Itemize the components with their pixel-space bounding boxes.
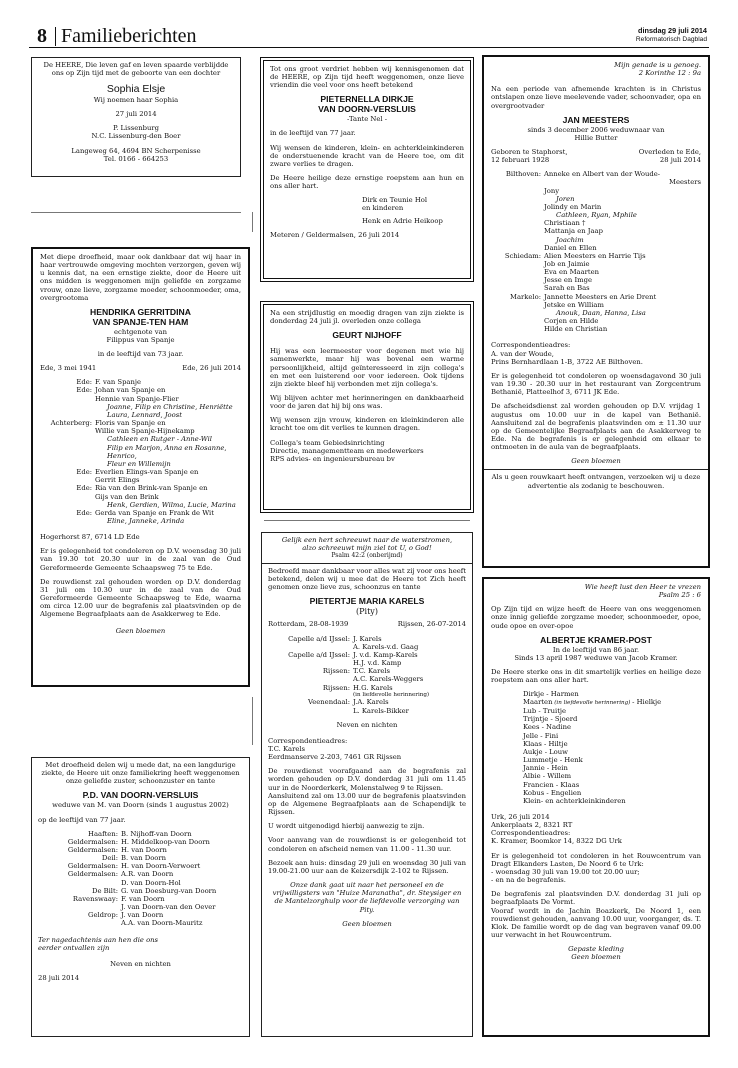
family-place [40, 460, 92, 468]
family-place [40, 444, 92, 460]
family-member: Hilde en Christian [544, 325, 608, 334]
correspondence-name: A. van der Woude, [491, 349, 554, 358]
bible-verse: Wie heeft lust den Heer te vrezen [584, 583, 701, 591]
family-place: Geldermalsen: [67, 862, 118, 871]
family-member: Filip en Marjon, Anna en Rosanne, Henrico, [107, 443, 227, 460]
birth-named: Wij noemen haar Sophia [93, 95, 179, 104]
family-member: Jannette Meesters en Arie Drent [544, 292, 657, 301]
family-list [491, 170, 701, 333]
birth-parent: P. Lissenburg [113, 124, 159, 133]
nickname: (Pity) [356, 606, 378, 616]
family-member: Jolindy en Marin [544, 202, 602, 211]
deceased-name: HENDRIKA GERRITDINA [90, 306, 191, 317]
family-member: (in liefdevolle herinnering) [353, 691, 430, 698]
family-list [38, 830, 243, 928]
birth-parent: N.C. Lissenburg-den Boer [91, 132, 181, 141]
widow-text: weduwe van M. van Doorn (sinds 1 augustus 2002) [52, 801, 229, 810]
family-member: Ria van den Brink-van Spanje en [95, 484, 208, 493]
family-place [272, 707, 350, 715]
family-place [40, 517, 92, 525]
birth-label: Geboren te Staphorst, [491, 147, 568, 156]
family-member: H. van Doorn-Verwoert [121, 862, 201, 871]
family-member: D. van Doorn-Hol [121, 878, 181, 887]
family-place [491, 236, 541, 244]
correspondence-label: Correspondentieadres: [268, 736, 348, 745]
family-place [40, 476, 92, 484]
birth-phone: Tel. 0166 - 664253 [103, 154, 169, 163]
correspondence-label: Correspondentieadres: [491, 829, 571, 838]
family-member: Jelle - Fini [523, 731, 559, 740]
family-member: L. Karels-Bikker [353, 706, 409, 715]
family-place: Geldermalsen: [67, 870, 118, 879]
body-text: Wij wensen de kinderen, klein- en achterkleinkinderen de onderstuenende kracht van de Heere toe, om dit zware verlies te dragen. [270, 143, 464, 168]
family-member: Jesse en Imge [544, 276, 592, 285]
family-place: Ede: [76, 508, 92, 517]
family-member: A.C. Karels-Weggers [353, 675, 424, 684]
flowers-note: Geen bloemen [342, 919, 392, 928]
family-place [272, 692, 350, 699]
body-text: Vooraf wordt in de Jachin Boazkerk, De Noord 1, een rouwdienst gehouden, aanvang 10.00 uur, voorganger, ds. T. Klok. De familie wordt op de dag van begraven vanaf 09.00 uur verwacht in het Rouwcentrum. [491, 906, 701, 940]
body-text: De Heere sterke ons in dit smartelijk verlies en heilige deze roepstem aan ons aller hart. [491, 667, 701, 685]
spouse-name: Filippus van Spanje [106, 335, 175, 344]
death-date: Ede, 26 juli 2014 [182, 364, 241, 373]
family-place: Ede: [76, 484, 92, 493]
spouse-label: echtgenote van [114, 327, 167, 336]
family-member: Anouk, Daan, Hanna, Lisa [556, 308, 646, 317]
family-member: Trijntje - Sjoerd [523, 715, 578, 724]
card-note: Als u geen rouwkaart heeft ontvangen, verzoeken wij u deze advertentie als zodanig te beschouwen. [491, 473, 701, 490]
bible-verse: Mijn genade is u genoeg. [614, 61, 701, 69]
family-place: Veenendaal: [307, 698, 350, 707]
body-text: Er is gelegenheid tot condoleren op woensdagavond 30 juli van 19.30 - 20.30 uur in het restaurant van Zorgcentrum Bethanië, Platteelhof 3, 6711 JK Ede. [491, 371, 701, 397]
bible-verse: Gelijk een hert schreeuwt naar de waterstromen, [281, 536, 453, 544]
signature: RPS advies- en ingenieursbureau bv [270, 454, 395, 463]
family-place [491, 244, 541, 252]
deceased-name: PIETERNELLA DIRKJE [320, 94, 414, 105]
family-member: Dirkje - Harmen [523, 690, 579, 699]
family-place: Capelle a/d IJssel: [288, 634, 350, 643]
place-date: Meteren / Geldermalsen, 26 juli 2014 [270, 230, 400, 239]
family-member: B. Nijhoff-van Doorn [121, 829, 192, 838]
publication-name: Reformatorisch Dagblad [635, 36, 707, 43]
death-date: 28 juli 2014 [659, 156, 701, 165]
age-text: in de leeftijd van 73 jaar. [97, 350, 184, 358]
family-place: Ede: [76, 386, 92, 395]
birth-name: Sophia Elsje [106, 83, 166, 96]
thanks-note: Onze dank gaat uit naar het personeel en de vrijwilligsters van "Huize Maranatha", dr. Steysiger en de Mantelzorghulp voor de liefdevolle verzorging van Pity. [272, 881, 462, 914]
family-member: Joachim [556, 235, 584, 244]
family-member: J.A. Karels [353, 698, 389, 707]
divider [252, 212, 253, 232]
family-place [272, 659, 350, 667]
family-member: J. Karels [353, 634, 382, 643]
body-text: Bezoek aan huis: dinsdag 29 juli en woensdag 30 juli van 19.00-21.00 uur aan de Keizersdijk 2-102 te Rijssen. [268, 858, 466, 875]
family-place: Rijssen: [322, 667, 350, 676]
birth-date: 12 februari 1928 [491, 156, 550, 165]
family-place: Bilthoven: [505, 170, 541, 179]
family-member: Francien - Klaas [523, 780, 580, 789]
signature: Directie, managementteam en medewerkers [270, 446, 424, 455]
widower-text: Hillie Butter [574, 133, 618, 142]
family-member: Henk, Gerdien, Wilma, Lucie, Marina [107, 500, 236, 509]
flowers-note: Geen bloemen [571, 953, 621, 962]
family-member: Meesters [669, 178, 701, 187]
nephews-signature: Neven en nichten [336, 720, 398, 729]
family-member: Maarten (in liefdevolle herinnering) - Hielkje [523, 698, 662, 707]
family-member: Eline, Janneke, Arinda [107, 516, 185, 525]
deceased-name: GEURT NIJHOFF [332, 330, 402, 341]
correspondence-name: T.C. Karels [268, 745, 306, 754]
remembrance-note: Ter nagedachtenis aan hen die ons eerder ontvallen zijn [38, 935, 159, 952]
obituary-intro: Bedroefd maar dankbaar voor alles wat zij voor ons heeft betekend, delen wij u mee dat de Heere tot Zich heeft genomen onze lieve zus, schoonzus en tante [268, 566, 466, 591]
family-place [491, 309, 541, 317]
family-place: Ede: [76, 378, 92, 387]
header-divider [55, 27, 56, 46]
body-text: - woensdag 30 juli van 19.00 tot 20.00 uur; [491, 867, 640, 876]
family-place [491, 195, 541, 203]
bible-verse: alzo schreeuwt mijn ziel tot U, o God! [302, 544, 432, 553]
body-text: Hij was een leermeester voor degenen met wie hij samenwerkte, maar hij was bovenal een warme persoonlijkheid, altijd geïnteresseerd in zijn collega's en met een luisterend oor voor iedereen. Ook tijdens zijn ziekte bleef hij verbonden met zijn collega's. [270, 347, 464, 388]
family-place [491, 260, 541, 268]
family-place [491, 219, 541, 227]
family-place [491, 187, 541, 195]
family-place: Geldermalsen: [67, 845, 118, 854]
family-member: Aukje - Louw [523, 747, 568, 756]
body-text: Aansluitend zal om 13.00 uur de begrafenis plaatsvinden op de Algemene Begraafplaats aan de Schapendijk te Rijssen. [268, 791, 466, 817]
birth-intro: De HEERE, Die leven gaf en leven spaarde verblijdde ons op Zijn tijd met de geboorte van een dochter [43, 61, 229, 78]
family-member: Eva en Maarten [544, 268, 600, 277]
widow-text: Sinds 13 april 1987 weduwe van Jacob Kramer. [514, 653, 678, 662]
divider [252, 697, 253, 745]
body-text: De begrafenis zal plaatsvinden D.V. donderdag 31 juli op begraafplaats De Vormt. [491, 890, 701, 907]
family-member: H. Middelkoop-van Doorn [121, 837, 210, 846]
family-member: Christiaan † [544, 219, 586, 228]
family-member: J. van Doorn [121, 911, 164, 920]
body-text: De afscheidsdienst zal worden gehouden op D.V. vrijdag 1 augustus om 10.00 uur in de kapel van Bethanië. Aansluitend zal de begrafenis plaatsvinden om ± 11.30 uur op de Gemeentelijke Begraafplaats aan de Asakkerweg te Ede. Na de begrafenis is er gelegenheid om elkaar te ontmoeten in de aula van de begraafplaats. [491, 402, 701, 452]
family-member: Kees - Nadine [523, 723, 571, 732]
family-place [40, 427, 92, 435]
family-member: Lummetje - Henk [523, 756, 583, 765]
dates-row [491, 148, 701, 156]
family-member: Gijs van den Brink [95, 492, 159, 501]
age-text: In de leeftijd van 86 jaar. [552, 645, 640, 654]
family-member: A.R. van Doorn [121, 870, 174, 879]
deceased-name: P.D. VAN DOORN-VERSLUIS [82, 790, 199, 801]
birth-date: Ede, 3 mei 1941 [40, 364, 97, 373]
family-member: Alien Meesters en Harrie Tijs [544, 251, 646, 260]
family-place: Ede: [76, 468, 92, 477]
family-place [40, 403, 92, 411]
family-member: H.J. v.d. Kamp [353, 659, 402, 668]
birth-address: Langeweg 64, 4694 BN Scherpenisse [71, 146, 201, 155]
family-member: Job en Jaimie [544, 260, 590, 268]
family-member: Fleur en Willemijn [107, 459, 171, 468]
family-member: Lub - Truitje [523, 707, 567, 716]
verse-reference: 2 Korinthe 12 : 9a [638, 69, 701, 78]
family-place [491, 325, 541, 333]
age-text: in de leeftijd van 77 jaar. [270, 129, 356, 138]
family-member: H.G. Karels [353, 683, 393, 692]
body-text: Wij blijven achter met herinneringen en dankbaarheid voor de jaren dat hij bij ons was. [270, 393, 464, 411]
family-place [491, 268, 541, 276]
family-place [38, 903, 118, 911]
obituary-albertje [482, 577, 710, 1037]
place-date: Urk, 26 juli 2014 [491, 813, 550, 822]
family-member: Daniel en Ellen [544, 243, 597, 252]
correspondence-address: Prins Bernhardlaan 1-B, 3722 AE Bilthoven. [491, 357, 643, 366]
family-member: F. van Doorn [121, 894, 165, 903]
flowers-note: Geen bloemen [571, 457, 621, 466]
family-place: Markelo: [510, 292, 541, 301]
family-member: Cathleen, Ryan, Mphile [556, 211, 637, 220]
family-member: Anneke en Albert van der Woude- [544, 170, 661, 179]
family-place: Haaften: [88, 829, 118, 838]
family-member: Jony [544, 186, 560, 195]
family-place: Geldermalsen: [67, 837, 118, 846]
family-member: Klaas - Hiltje [523, 739, 568, 748]
body-text: De rouwdienst voorafgaand aan de begrafenis zal worden gehouden op D.V. donderdag 31 juli om 11.45 uur in de Noorderkerk, Molenstalweg 9 te Rijssen. [268, 767, 466, 792]
family-member: Sarah en Bas [544, 284, 590, 293]
family-member: Willie van Spanje-Hijnekamp [95, 427, 195, 436]
family-member: A.A. van Doorn-Mauritz [121, 919, 203, 928]
family-place [491, 317, 541, 325]
flowers-note: Geen bloemen [115, 626, 166, 635]
body-text: Wij wensen zijn vrouw, kinderen en kleinkinderen alle kracht toe om dit verlies te kunnen dragen. [270, 416, 464, 433]
family-member: Kobus - Engelien [523, 788, 582, 797]
family-place [40, 501, 92, 509]
family-member: Corjen en Hilde [544, 317, 599, 326]
family-place [491, 227, 541, 235]
obituary-geurt [260, 301, 474, 513]
nickname: -Tante Nel - [346, 115, 387, 124]
family-place: Capelle a/d IJssel: [288, 650, 350, 659]
family-member: J. v.d. Kamp-Karels [353, 650, 418, 659]
obituary-pietertje [261, 532, 473, 1037]
family-member: Jannie - Hein [523, 764, 568, 773]
dates-row [268, 620, 466, 628]
obituary-intro: Met droefheid delen wij u mede dat, na een langdurige ziekte, de Heere uit onze familiekring heeft weggenomen onze geliefde zuster, schoonzuster en tante [41, 761, 240, 786]
body-text: - en na de begrafenis. [491, 876, 566, 885]
verse-reference: Psalm 25 : 6 [658, 591, 701, 600]
family-member: Joren [556, 194, 575, 203]
family-member: B. van Doorn [121, 854, 167, 863]
family-member: T.C. Karels [353, 667, 391, 676]
family-member: Floris van Spanje en [95, 419, 166, 428]
family-member: Albie - Willem [523, 772, 572, 781]
family-list [40, 378, 241, 525]
body-text: U wordt uitgenodigd hierbij aanwezig te zijn. [268, 822, 425, 831]
family-member: A. Karels-v.d. Gaag [353, 642, 419, 651]
family-place [40, 411, 92, 419]
deceased-name: PIETERTJE MARIA KARELS [309, 595, 425, 606]
family-place [272, 675, 350, 683]
signature: Dirk en Teunie Hol [362, 196, 428, 205]
obituary-intro: Met diepe droefheid, maar ook dankbaar dat wij haar in haar vertrouwde omgeving mochten verzorgen, geven wij u kennis dat, na een ernstige ziekte, door de Heere uit ons midden is weggenomen mijn geliefde en zorgzame vrouw, onze lieve, zorgzame moeder, schoonmoeder, oma, overgrootoma [40, 253, 241, 302]
family-place [491, 301, 541, 309]
section-title: Familieberichten [61, 25, 197, 47]
family-member: Gerda van Spanje en Frank de Wit [95, 508, 214, 517]
condolence-text: Er is gelegenheid tot condoleren op D.V. woensdag 30 juli van 19.30 tot 20.30 uur in de zaal van de Oud Gereformeerde Gemeente Schaapsweg 75 te Ede. [40, 547, 241, 572]
signature: Collega's team Gebiedsinrichting [270, 438, 385, 447]
deceased-name: VAN SPANJE-TEN HAM [92, 316, 189, 327]
family-member: Jetske en William [544, 300, 604, 309]
birth-date: Rotterdam, 28-08-1939 [268, 620, 349, 629]
family-place [40, 395, 92, 403]
family-place [40, 435, 92, 443]
family-member: G. van Doesburg-van Doorn [121, 886, 217, 895]
family-member: F. van Spanje [95, 378, 141, 387]
divider [484, 469, 708, 470]
family-member: Gerrit Elings [95, 476, 140, 485]
nephews-signature: Neven en nichten [110, 959, 171, 968]
verse-reference: Psalm 42:2 (onberijmd) [331, 552, 403, 560]
family-place [491, 211, 541, 219]
page-number: 8 [37, 25, 47, 47]
family-place [40, 493, 92, 501]
dates-row [40, 364, 241, 372]
obituary-intro: Tot ons groot verdriet hebben wij kennisgenomen dat de HEERE, op Zijn tijd heeft weggenomen, onze lieve vriendin die veel voor ons heeft betekend [270, 65, 464, 90]
death-label: Overleden te Ede, [638, 147, 701, 156]
family-member: Hennie van Spanje-Flier [95, 394, 179, 403]
age-text: op de leeftijd van 77 jaar. [38, 815, 126, 824]
deceased-name: ALBERTJE KRAMER-POST [540, 634, 652, 645]
obituary-intro: Na een periode van afnemende krachten is in Christus ontslapen onze lieve meelevende vader, schoonvader, opa en overgrootvader [491, 85, 701, 110]
body-text: Voor aanvang van de rouwdienst is er gelegenheid tot condoleren en afscheid nemen van 11.00 - 11.30 uur. [268, 836, 466, 853]
signature: Henk en Adrie Heikoop [362, 216, 443, 225]
family-place [491, 276, 541, 284]
family-member: Klein- en achterkleinkinderen [523, 796, 626, 805]
page-header [29, 24, 709, 48]
family-member: Joanne, Filip en Christine, Henriëtte [107, 402, 233, 411]
issue-date: dinsdag 29 juli 2014 [638, 26, 707, 35]
family-place: Schiedam: [504, 251, 541, 260]
family-place: Rijssen: [322, 683, 350, 692]
family-member: J. van Doorn-van den Oever [121, 903, 216, 912]
family-list [491, 690, 701, 805]
correspondence-address: K. Kramer, Boomkor 14, 8322 DG Urk [491, 837, 622, 846]
family-place [272, 643, 350, 651]
obituary-hendrika [31, 247, 250, 687]
notice-date: 28 juli 2014 [38, 974, 80, 982]
divider [31, 212, 241, 213]
body-text: De Heere heilige deze ernstige roepstem aan hun en ons aller hart. [270, 174, 464, 191]
birth-announcement [31, 57, 241, 177]
family-place: De Bilt: [92, 886, 118, 895]
family-member: Johan van Spanje en [95, 386, 166, 395]
obituary-intro: Na een strijdlustig en moedig dragen van zijn ziekte is donderdag 24 juli jl. overleden onze collega [270, 309, 464, 326]
address: Ankerplaats 2, 8321 RT [491, 821, 573, 830]
correspondence-label: Correspondentieadres: [491, 341, 571, 350]
family-member: Everlien Elings-van Spanje en [95, 468, 199, 477]
family-place [38, 919, 118, 927]
family-list [268, 635, 466, 715]
divider [264, 520, 470, 521]
death-date: Rijssen, 26-07-2014 [397, 620, 466, 629]
family-place [491, 178, 541, 186]
family-place [491, 203, 541, 211]
family-member: Mattanja en Jaap [544, 227, 603, 236]
family-place [491, 284, 541, 292]
body-text: Er is gelegenheid tot condoleren in het Rouwcentrum van Dragt Elkanders Lasten, De Noord 6 te Urk: [491, 851, 701, 868]
family-member: H. van Doorn [121, 845, 167, 854]
birth-date: 27 juli 2014 [115, 110, 157, 119]
obituary-jan-meesters [482, 55, 710, 568]
family-place [38, 879, 118, 887]
correspondence-address: Eerdmanserve 2-203, 7461 GR Rijssen [268, 753, 402, 762]
deceased-name: JAN MEESTERS [562, 114, 630, 125]
obituary-doorn-family [31, 757, 250, 1037]
obituary-pieternella [260, 57, 474, 282]
obituary-intro: Op Zijn tijd en wijze heeft de Heere van ons weggenomen onze innig geliefde zorgzame moeder, schoonmoeder, opoe, oude opoe en over-opoe [491, 605, 701, 630]
family-place: Ravenswaay: [72, 894, 118, 903]
signature: en kinderen [362, 204, 404, 213]
dates-row [491, 156, 701, 164]
family-member: Laura, Lennard, Joost [107, 410, 182, 419]
deceased-name: VAN DOORN-VERSLUIS [318, 104, 416, 115]
dress-note: Gepaste kleding [568, 945, 624, 954]
widower-text: sinds 3 december 2006 weduwnaar van [527, 125, 665, 134]
divider [262, 563, 472, 564]
family-place: Deil: [101, 854, 118, 863]
family-member: Cathleen en Rutger - Anne-Wil [107, 435, 212, 444]
family-place: Geldrop: [88, 911, 118, 920]
service-text: De rouwdienst zal gehouden worden op D.V. donderdag 31 juli om 10.30 uur in de zaal van de Oud Gereformeerde Gemeente Schaapsweg te Ede, waarna om circa 12.00 uur de begrafenis zal plaatsvinden op de Algemene Begraafplaats aan de Asakkerweg te Ede. [40, 577, 241, 619]
address: Hogerhorst 87, 6714 LD Ede [40, 533, 140, 542]
family-place: Achterberg: [50, 419, 92, 428]
